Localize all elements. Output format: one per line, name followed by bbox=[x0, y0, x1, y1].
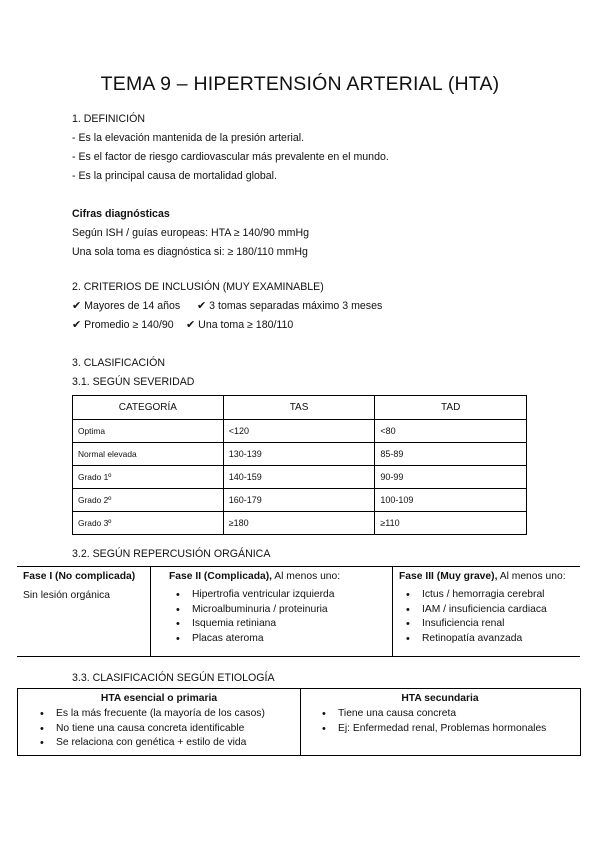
etiologia-cell bbox=[300, 689, 580, 755]
definicion-item: - Es la elevación mantenida de la presión arterial. bbox=[72, 132, 305, 144]
column-header: TAS bbox=[223, 396, 375, 420]
list-item: • IAM / insuficiencia cardiaca bbox=[400, 603, 547, 618]
etiologia-heading: 3.3. CLASIFICACIÓN SEGÚN ETIOLOGÍA bbox=[72, 672, 275, 684]
table-cell: <80 bbox=[375, 420, 527, 443]
criterio-item: ✔ Una toma ≥ 180/110 bbox=[186, 319, 294, 331]
list-item: • Es la más frecuente (la mayoría de los casos) bbox=[34, 707, 265, 722]
cifras-line: Una sola toma es diagnóstica si: ≥ 180/110 mmHg bbox=[72, 246, 308, 258]
severidad-table bbox=[72, 395, 527, 535]
list-item: • Placas ateroma bbox=[170, 632, 335, 647]
table-cell: 85-89 bbox=[375, 443, 527, 466]
table-row bbox=[73, 443, 527, 466]
list-item: • Microalbuminuria / proteinuria bbox=[170, 603, 335, 618]
fase-cell bbox=[17, 567, 151, 656]
severidad-heading: 3.1. SEGÚN SEVERIDAD bbox=[72, 376, 195, 388]
table-cell: 100-109 bbox=[375, 489, 527, 512]
etiologia-table bbox=[17, 688, 581, 756]
table-cell: ≥110 bbox=[375, 512, 527, 535]
etiologia-list bbox=[316, 707, 546, 736]
fase-title: Fase II (Complicada), bbox=[169, 571, 272, 582]
etiologia-title: HTA secundaria bbox=[401, 693, 479, 704]
list-item: • Retinopatía avanzada bbox=[400, 632, 547, 647]
table-cell: Grado 1º bbox=[73, 466, 224, 489]
table-cell: 160-179 bbox=[223, 489, 375, 512]
check-icon: ✔ bbox=[72, 300, 82, 312]
table-row bbox=[73, 466, 527, 489]
table-cell: Grado 2º bbox=[73, 489, 224, 512]
fase-text: Sin lesión orgánica bbox=[23, 590, 111, 601]
check-icon: ✔ bbox=[72, 319, 82, 331]
list-item: • Isquemia retiniana bbox=[170, 617, 335, 632]
definicion-item: - Es el factor de riesgo cardiovascular más prevalente en el mundo. bbox=[72, 151, 389, 163]
repercusion-heading: 3.2. SEGÚN REPERCUSIÓN ORGÁNICA bbox=[72, 548, 271, 560]
list-item: • Se relaciona con genética + estilo de vida bbox=[34, 736, 265, 751]
check-icon: ✔ bbox=[197, 300, 207, 312]
list-item: • Ictus / hemorragia cerebral bbox=[400, 588, 547, 603]
etiologia-title: HTA esencial o primaria bbox=[100, 693, 218, 704]
table-cell: Grado 3º bbox=[73, 512, 224, 535]
fase-cell: Fase II (Complicada), Al menos uno: • Hipertrofia ventricular izquierda • Microalbuminuria / proteinuria • Isquemia retiniana • Placas ateroma bbox=[150, 567, 393, 656]
criterios-heading: 2. CRITERIOS DE INCLUSIÓN (MUY EXAMINABLE) bbox=[72, 281, 324, 293]
criterio-item: ✔ Promedio ≥ 140/90 bbox=[72, 319, 174, 331]
table-cell: Optima bbox=[73, 420, 224, 443]
check-icon: ✔ bbox=[186, 319, 196, 331]
etiologia-list bbox=[34, 707, 265, 751]
cifras-line: Según ISH / guías europeas: HTA ≥ 140/90 mmHg bbox=[72, 227, 310, 239]
column-header: CATEGORÍA bbox=[73, 396, 224, 420]
fase-title: Fase III (Muy grave), bbox=[399, 571, 498, 582]
list-item: • Insuficiencia renal bbox=[400, 617, 547, 632]
fase-title: Fase I (No complicada) bbox=[23, 571, 136, 582]
column-header: TAD bbox=[375, 396, 527, 420]
list-item: • Hipertrofia ventricular izquierda bbox=[170, 588, 335, 603]
cifras-heading: Cifras diagnósticas bbox=[72, 208, 170, 220]
table-header-row bbox=[73, 396, 527, 420]
table-cell: Normal elevada bbox=[73, 443, 224, 466]
fase-list bbox=[170, 588, 335, 646]
etiologia-cell bbox=[18, 689, 301, 755]
definicion-item: - Es la principal causa de mortalidad global. bbox=[72, 170, 277, 182]
list-item: • Ej: Enfermedad renal, Problemas hormonales bbox=[316, 722, 546, 737]
table-cell: 130-139 bbox=[223, 443, 375, 466]
list-item: • Tiene una causa concreta bbox=[316, 707, 546, 722]
list-item: • No tiene una causa concreta identificable bbox=[34, 722, 265, 737]
table-row bbox=[73, 420, 527, 443]
criterio-item: ✔ Mayores de 14 años bbox=[72, 300, 181, 312]
table-cell: <120 bbox=[223, 420, 375, 443]
definicion-heading: 1. DEFINICIÓN bbox=[72, 113, 145, 125]
clasificacion-heading: 3. CLASIFICACIÓN bbox=[72, 357, 166, 369]
fase-cell: Fase III (Muy grave), Al menos uno: • Ictus / hemorragia cerebral • IAM / insuficiencia cardiaca • Insuficiencia renal • Retinopatía avanzada bbox=[392, 567, 580, 656]
fases-table bbox=[17, 566, 580, 657]
table-cell: 140-159 bbox=[223, 466, 375, 489]
table-cell: 90-99 bbox=[375, 466, 527, 489]
criterio-item: ✔ 3 tomas separadas máximo 3 meses bbox=[197, 300, 383, 312]
table-row bbox=[73, 512, 527, 535]
table-cell: ≥180 bbox=[223, 512, 375, 535]
page-title: TEMA 9 – HIPERTENSIÓN ARTERIAL (HTA) bbox=[100, 73, 500, 95]
table-row bbox=[73, 489, 527, 512]
fase-list bbox=[400, 588, 547, 646]
